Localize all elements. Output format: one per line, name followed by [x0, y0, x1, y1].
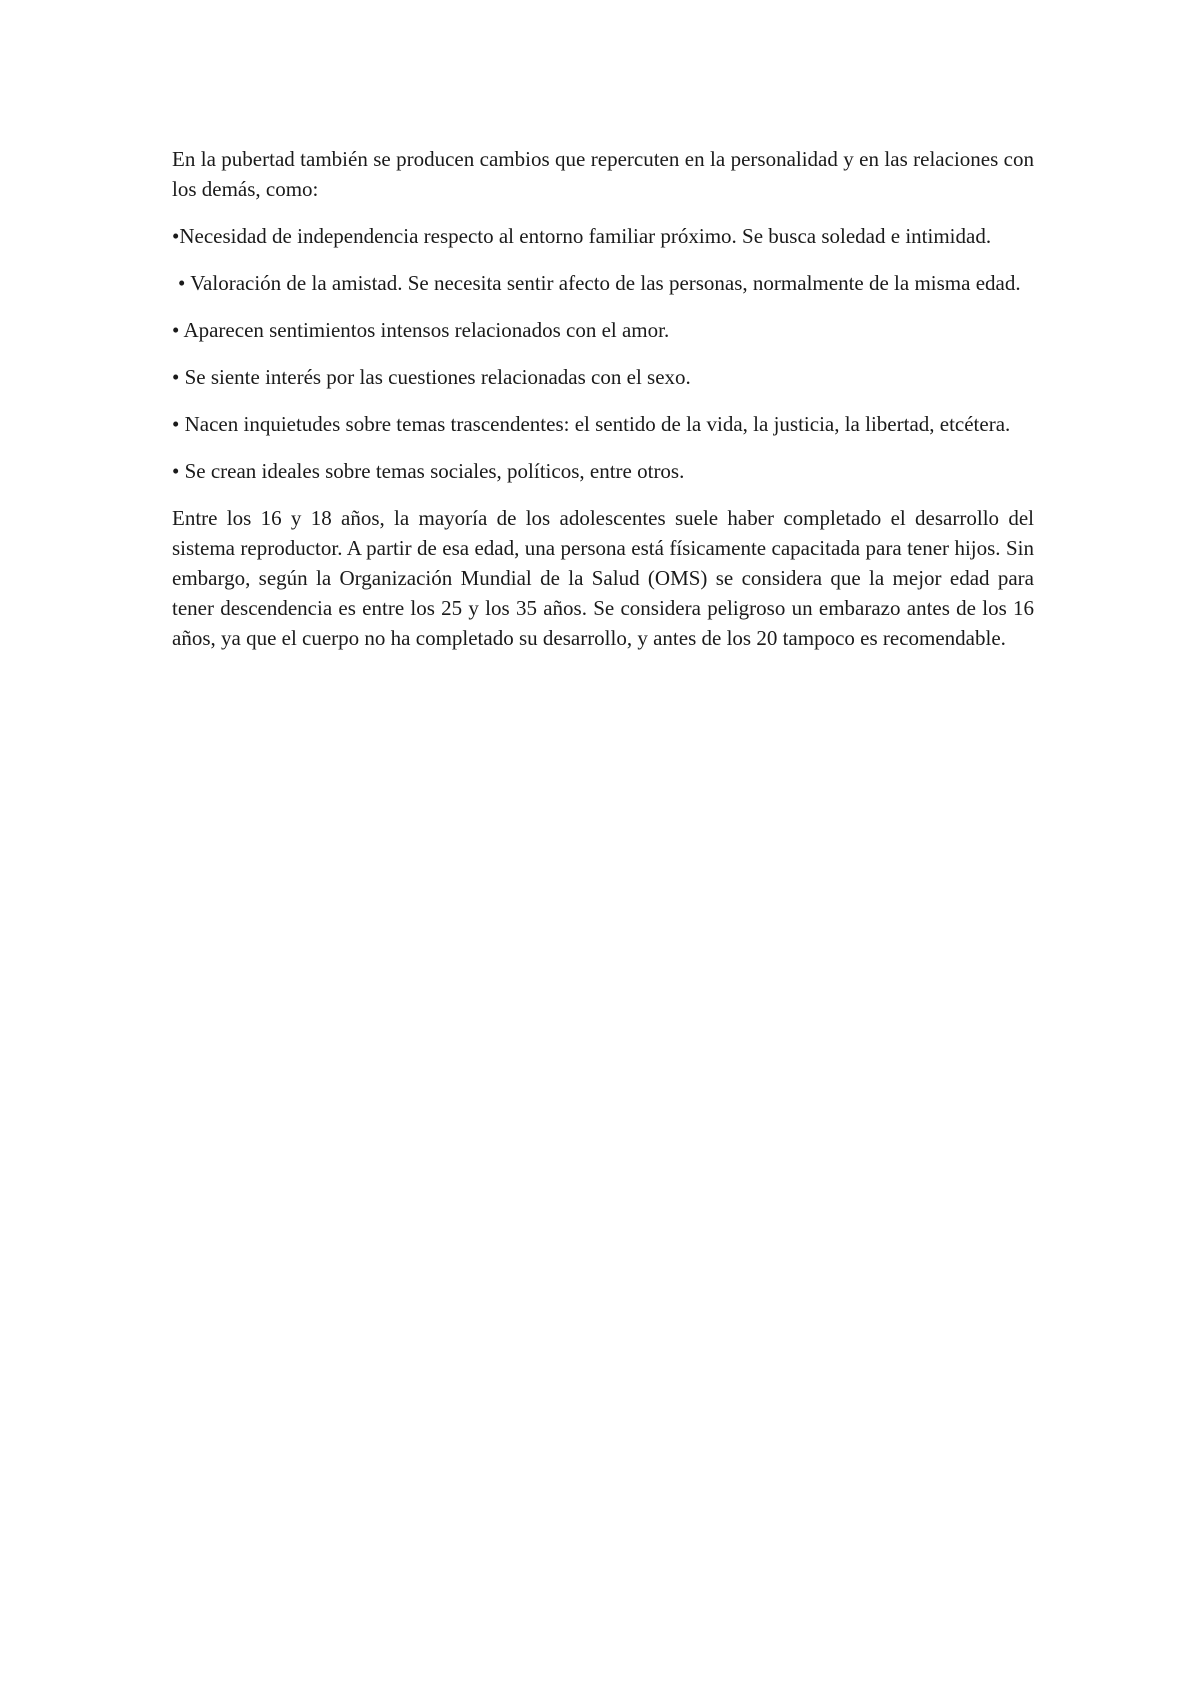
bullet-ideals: • Se crean ideales sobre temas sociales, políticos, entre otros.: [172, 459, 685, 483]
bullet-friendship: • Valoración de la amistad. Se necesita sentir afecto de las personas, normalmente de la misma edad.: [178, 271, 1021, 295]
document-body: [172, 144, 1034, 670]
closing-paragraph: Entre los 16 y 18 años, la mayoría de los adolescentes suele haber completado el desarrollo del sistema reproductor. A partir de esa edad, una persona está físicamente capacitada para tener hijos. Sin embargo, según la Organización Mundial de la Salud (OMS) se considera que la mejor edad para tener descendencia es entre los 25 y los 35 años. Se considera peligroso un embarazo antes de los 16 años, ya que el cuerpo no ha completado su desarrollo, y antes de los 20 tampoco es recomendable.: [172, 506, 1034, 650]
bullet-transcendent-topics: • Nacen inquietudes sobre temas trascendentes: el sentido de la vida, la justicia, la libertad, etcétera.: [172, 412, 1011, 436]
bullet-independence: •Necesidad de independencia respecto al entorno familiar próximo. Se busca soledad e intimidad.: [172, 224, 992, 248]
bullet-love: • Aparecen sentimientos intensos relacionados con el amor.: [172, 318, 670, 342]
intro-paragraph: En la pubertad también se producen cambios que repercuten en la personalidad y en las relaciones con los demás, como:: [172, 147, 1034, 201]
bullet-sexuality: • Se siente interés por las cuestiones relacionadas con el sexo.: [172, 365, 691, 389]
